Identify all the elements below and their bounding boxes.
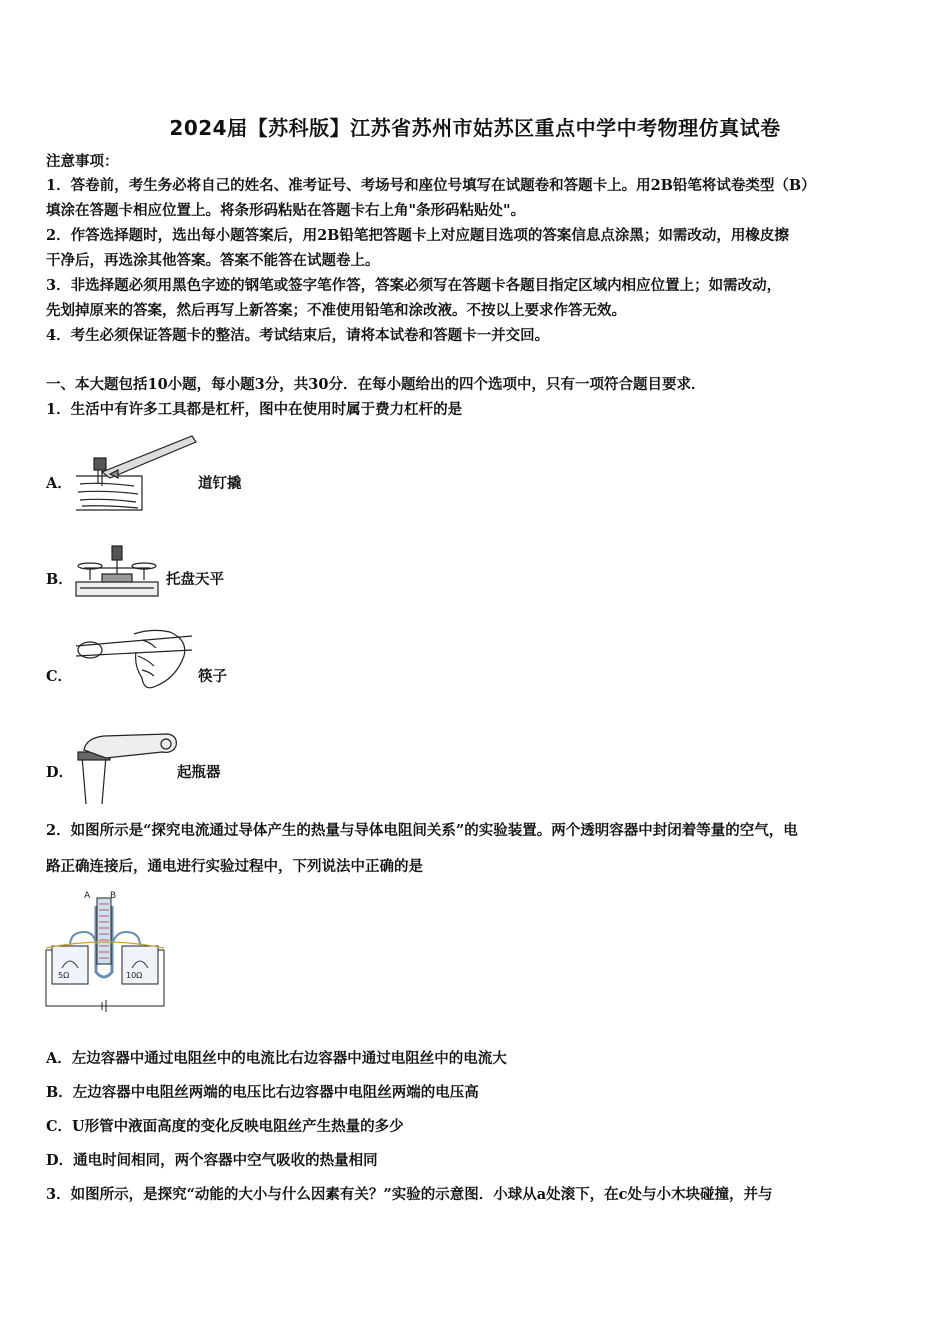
question-2-option-d: D．通电时间相同，两个容器中空气吸收的热量相同 [46,1152,378,1169]
question-1-stem: 1．生活中有许多工具都是杠杆，图中在使用时属于费力杠杆的是 [46,401,463,418]
question-3-stem: 3．如图所示，是探究“动能的大小与什么因素有关？”实验的示意图．小球从a处滚下，在c处与小木块碰撞，并与 [46,1186,773,1203]
notice-line: 4．考生必须保证答题卡的整洁。考试结束后，请将本试卷和答题卡一并交回。 [46,327,550,344]
notice-line: 填涂在答题卡相应位置上。将条形码粘贴在答题卡右上角"条形码粘贴处"。 [46,202,526,219]
question-2-option-b: B．左边容器中电阻丝两端的电压比右边容器中电阻丝两端的电压高 [46,1084,479,1101]
question-2-option-a: A．左边容器中通过电阻丝中的电流比右边容器中通过电阻丝中的电流大 [46,1050,507,1067]
bottle-opener-illustration [72,732,182,806]
option-b-name: 托盘天平 [166,571,224,588]
question-2-option-c: C．U形管中液面高度的变化反映电阻丝产生热量的多少 [46,1118,404,1135]
option-d-name: 起瓶器 [177,764,221,781]
tray-balance-illustration [72,540,162,600]
option-d-letter: D． [46,764,74,781]
page-title: 2024届【苏科版】江苏省苏州市姑苏区重点中学中考物理仿真试卷 [169,116,781,140]
notice-line: 干净后，再选涂其他答案。答案不能答在试题卷上。 [46,252,380,269]
notice-line: 1．答卷前，考生务必将自己的姓名、准考证号、考场号和座位号填写在试题卷和答题卡上。用2B铅笔将试卷类型（B） [46,177,816,194]
option-c-name: 筷子 [198,668,227,685]
option-a-letter: A． [46,475,72,492]
notice-line: 先划掉原来的答案，然后再写上新答案；不准使用铅笔和涂改液。不按以上要求作答无效。 [46,302,626,319]
question-2-stem-line2: 路正确连接后，通电进行实验过程中，下列说法中正确的是 [46,858,423,875]
notice-line: 2．作答选择题时，选出每小题答案后，用2B铅笔把答题卡上对应题目选项的答案信息点涂黑；如需改动，用橡皮擦 [46,227,789,244]
chopsticks-illustration [72,626,192,698]
section-heading: 一、本大题包括10小题，每小题3分，共30分．在每小题给出的四个选项中，只有一项符合题目要求． [46,376,706,393]
figure-resistor-right: 10Ω [126,971,143,980]
notice-line: 3．非选择题必须用黑色字迹的钢笔或签字笔作答，答案必须写在答题卡各题目指定区域内相应位置上；如需改动， [46,277,782,294]
notice-heading: 注意事项： [46,153,119,170]
option-c-letter: C． [46,668,73,685]
joule-heating-apparatus-figure [44,884,164,1014]
option-a-name: 道钉撬 [198,475,242,492]
question-2-stem-line1: 2．如图所示是“探究电流通过导体产生的热量与导体电阻间关系”的实验装置。两个透明容器中封闭着等量的空气，电 [46,822,798,839]
figure-label-a: A [84,891,91,901]
option-b-letter: B． [46,571,73,588]
figure-resistor-left: 5Ω [58,971,70,980]
spike-lever-illustration [72,432,197,514]
figure-label-b: B [110,891,117,901]
